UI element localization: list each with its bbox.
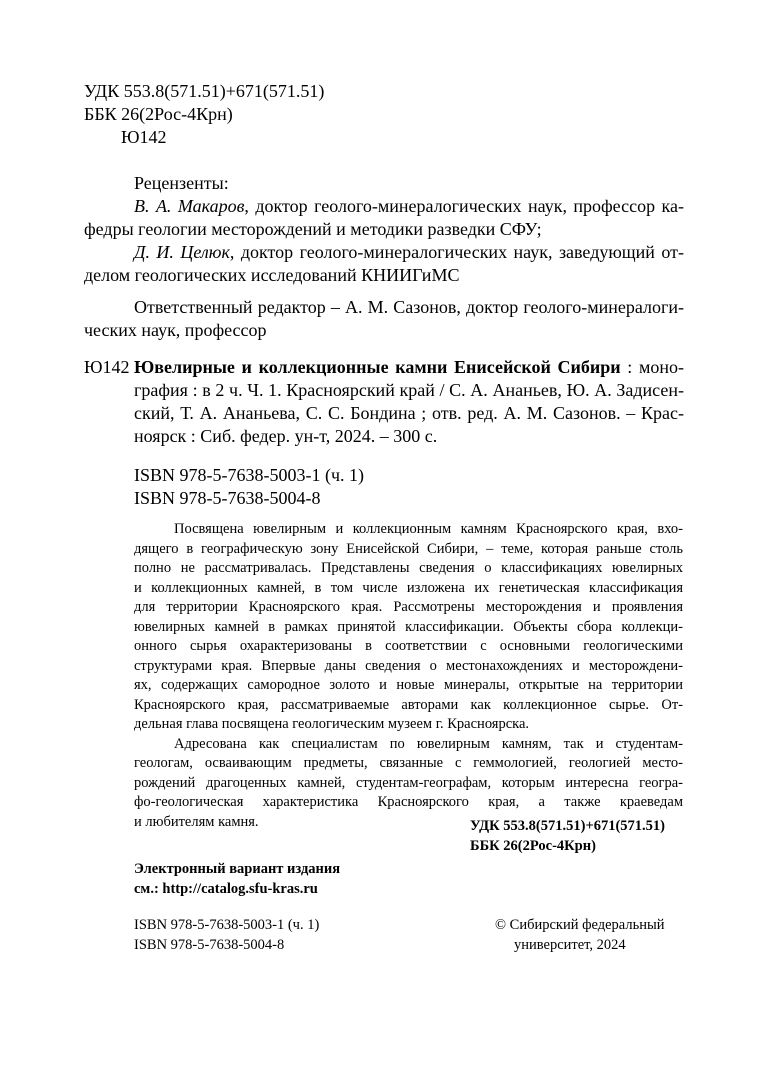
reviewer-2-line1: Д. И. Целюк, доктор геолого-минералогических наук, заведующий от-	[134, 242, 685, 262]
footer-isbn-part1: ISBN 978-5-7638-5003-1 (ч. 1)	[134, 917, 320, 933]
copyright-block	[495, 916, 664, 955]
reviewer-1-name: В. А. Макаров	[134, 196, 245, 216]
abstract-line: дельная глава посвящена геологическим музеем г. Красноярска.	[134, 716, 530, 732]
copyright-line2: университет, 2024	[514, 936, 626, 953]
abstract-line: и коллекционных камней, в том числе изложена их генетическая классификация	[134, 579, 683, 596]
abstract-line: геологам, осваивающим предметы, связанные с геммологией, геологией место-	[134, 755, 683, 771]
udk-code-bold: УДК 553.8(571.51)+671(571.51)	[470, 818, 665, 834]
editor-line1: Ответственный редактор – А. М. Сазонов, доктор геолого-минералоги-	[134, 297, 684, 317]
reviewer-1-line1: В. А. Макаров, доктор геолого-минералогических наук, профессор ка-	[134, 196, 685, 216]
reviewer-2-line2: делом геологических исследований КНИИГиМС	[84, 265, 460, 285]
abstract-line: для территории Красноярского края. Рассмотрены месторождения и проявления	[134, 599, 683, 615]
book-title: Ювелирные и коллекционные камни Енисейской Сибири	[134, 357, 621, 377]
bibliographic-line4: ноярск : Сиб. федер. ун-т, 2024. – 300 с.	[134, 426, 438, 446]
abstract-line: Красноярского края, рассматриваемые авторами как коллекционное сырье. От-	[134, 696, 683, 713]
copyright-line1: © Сибирский федеральный	[495, 917, 665, 933]
abstract-line: рождений драгоценных камней, студентам-географам, которым интересна геогра-	[134, 774, 683, 791]
abstract	[134, 520, 683, 832]
isbn-set: ISBN 978-5-7638-5004-8	[134, 488, 321, 508]
electronic-version-block	[134, 860, 340, 899]
bbk-code-bold: ББК 26(2Рос-4Крн)	[470, 837, 596, 854]
bibliographic-mark: Ю142	[84, 357, 130, 377]
bibliographic-line2: графия : в 2 ч. Ч. 1. Красноярский край / С. А. Ананьев, Ю. А. Задисен-	[134, 380, 684, 400]
electronic-version-label: Электронный вариант издания	[134, 861, 341, 877]
footer-isbn-set: ISBN 978-5-7638-5004-8	[134, 936, 285, 953]
abstract-line: Посвящена ювелирным и коллекционным камням Красноярского края, вхо-	[174, 521, 683, 537]
abstract-line: и любителям камня.	[134, 813, 259, 830]
udk-code: УДК 553.8(571.51)+671(571.51)	[84, 81, 325, 101]
isbn-part1: ISBN 978-5-7638-5003-1 (ч. 1)	[134, 465, 365, 485]
classification-block	[84, 80, 324, 149]
classification-bold-block	[470, 817, 665, 856]
editor-block	[84, 296, 684, 342]
bibliographic-record	[84, 356, 684, 448]
abstract-line: ювелирных камней в рамках принятой классификации. Объекты сбора коллекци-	[134, 618, 683, 635]
abstract-line: дящего в географическую зону Енисейской Сибири, – теме, которая раньше столь	[134, 540, 683, 557]
abstract-line: структурами края. Впервые даны сведения о местонахождениях и месторождени-	[134, 657, 683, 674]
abstract-line: онного сырья охарактеризованы в соответствии с основными геологическими	[134, 638, 683, 654]
reviewers-block	[84, 172, 684, 287]
abstract-line: Адресована как специалистам по ювелирным камням, так и студентам-	[174, 735, 683, 752]
reviewer-2-name: Д. И. Целюк	[134, 242, 230, 262]
reviewer-1-line2: федры геологии месторождений и методики разведки СФУ;	[84, 219, 542, 239]
author-mark: Ю142	[121, 127, 167, 147]
isbn-block	[134, 464, 364, 510]
reviewers-heading: Рецензенты:	[134, 173, 229, 193]
bbk-code: ББК 26(2Рос-4Крн)	[84, 104, 233, 124]
abstract-line: ях, содержащих самородное золото и новые минералы, открытые на территории	[134, 677, 683, 693]
abstract-line: фо-геологическая характеристика Красноярского края, а также краеведам	[134, 794, 683, 810]
footer-isbn-block	[134, 916, 319, 955]
editor-line2: ческих наук, профессор	[84, 320, 267, 340]
catalog-link[interactable]: см.: http://catalog.sfu-kras.ru	[134, 880, 318, 897]
bibliographic-line1: Ювелирные и коллекционные камни Енисейской Сибири : моно-	[134, 357, 684, 377]
abstract-line: полно не рассматривалась. Представлены сведения о классификациях ювелирных	[134, 560, 683, 576]
bibliographic-line3: ский, Т. А. Ананьева, С. С. Бондина ; отв. ред. А. М. Сазонов. – Крас-	[134, 403, 684, 423]
